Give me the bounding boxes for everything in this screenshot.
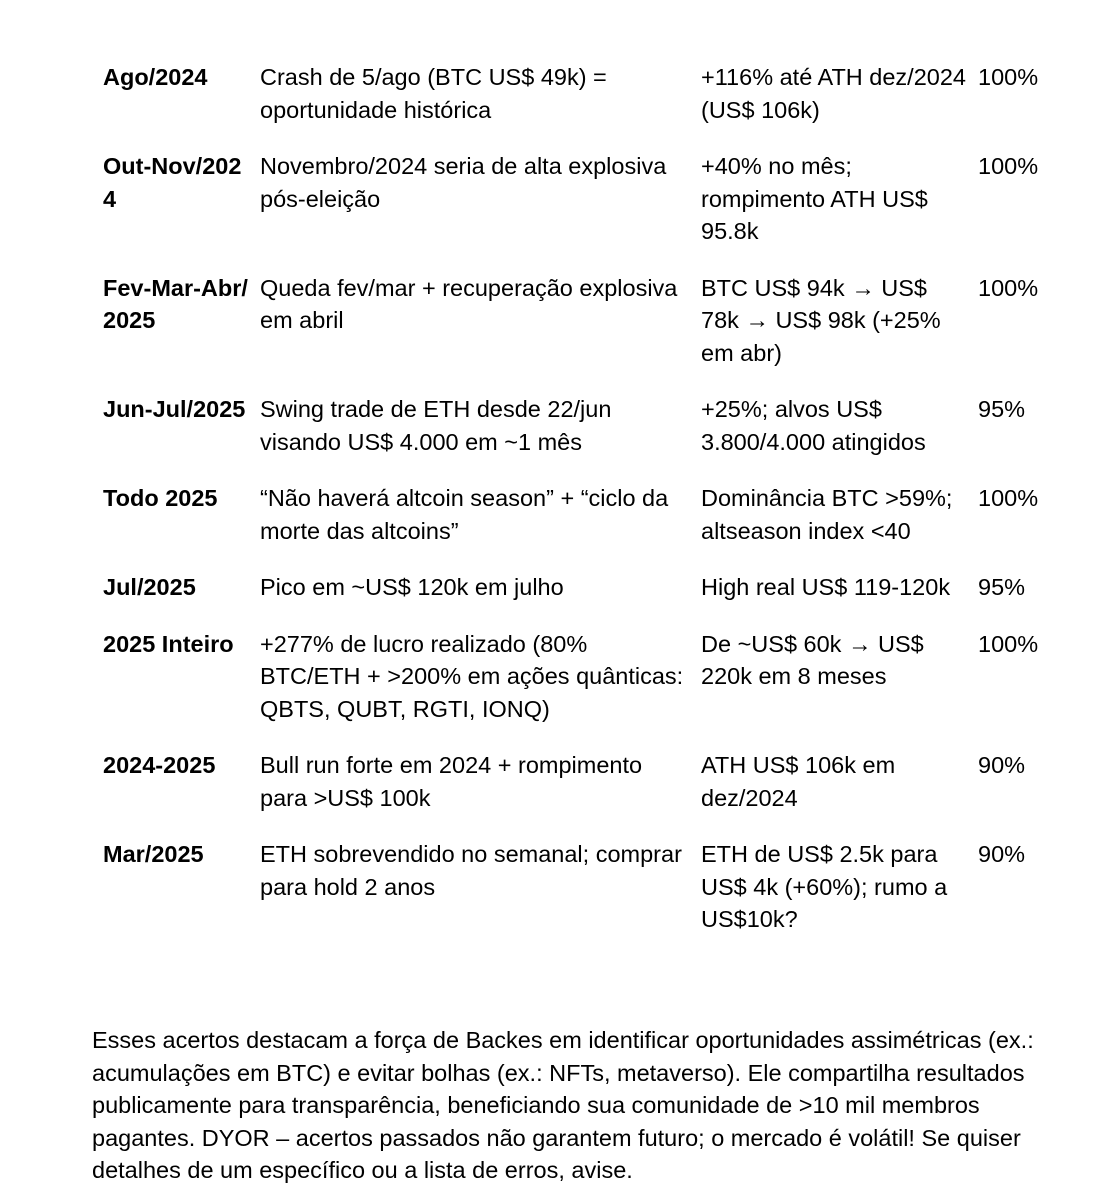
row-date: Jun-Jul/2025 xyxy=(103,396,246,422)
table-row xyxy=(92,559,1052,616)
row-date: 2024-2025 xyxy=(103,752,216,778)
row-result: ATH US$ 106k em dez/2024 xyxy=(701,752,896,811)
table-row xyxy=(92,49,1052,138)
row-accuracy: 100% xyxy=(978,485,1039,511)
predictions-table xyxy=(92,49,1052,948)
row-prediction: Queda fev/mar + recuperação explosiva em abril xyxy=(260,274,678,333)
row-accuracy: 90% xyxy=(978,752,1026,778)
table-row xyxy=(92,826,1052,948)
row-prediction: “Não haverá altcoin season” + “ciclo da morte das altcoins” xyxy=(260,485,669,544)
row-result: ETH de US$ 2.5k para US$ 4k (+60%); rumo a US$10k? xyxy=(701,841,948,932)
row-prediction: ETH sobrevendido no semanal; comprar para hold 2 anos xyxy=(260,841,682,900)
row-result: BTC US$ 94k → US$ 78k → US$ 98k (+25% em abr) xyxy=(701,274,941,366)
row-result: High real US$ 119-120k xyxy=(701,574,951,600)
row-date: 2025 Inteiro xyxy=(103,630,234,657)
row-accuracy: 90% xyxy=(978,841,1026,867)
row-result: +25%; alvos US$ 3.800/4.000 atingidos xyxy=(701,396,926,455)
row-date: Ago/2024 xyxy=(103,64,208,90)
row-date: Jul/2025 xyxy=(103,574,196,600)
table-row xyxy=(92,470,1052,559)
row-prediction: Pico em ~US$ 120k em julho xyxy=(260,574,564,600)
table-row xyxy=(92,381,1052,470)
table-row xyxy=(92,616,1052,738)
row-accuracy: 100% xyxy=(978,153,1039,179)
row-prediction: Swing trade de ETH desde 22/jun visando US$ 4.000 em ~1 mês xyxy=(260,396,612,455)
row-date: Fev-Mar-Abr/2025 xyxy=(103,274,248,333)
row-date: Out-Nov/2024 xyxy=(103,153,242,212)
row-result: +116% até ATH dez/2024 (US$ 106k) xyxy=(701,64,966,123)
row-prediction: Crash de 5/ago (BTC US$ 49k) = oportunidade histórica xyxy=(260,64,607,123)
table-row xyxy=(92,138,1052,260)
row-accuracy: 100% xyxy=(978,64,1039,90)
row-prediction: Bull run forte em 2024 + rompimento para >US$ 100k xyxy=(260,752,643,811)
row-accuracy: 100% xyxy=(978,274,1039,301)
row-prediction: Novembro/2024 seria de alta explosiva pós-eleição xyxy=(260,153,667,212)
table-row xyxy=(92,260,1052,382)
table-row xyxy=(92,737,1052,826)
row-accuracy: 100% xyxy=(978,630,1039,657)
row-result: Dominância BTC >59%; altseason index <40 xyxy=(701,485,953,544)
row-result: De ~US$ 60k → US$ 220k em 8 meses xyxy=(701,630,924,689)
summary-paragraph: Esses acertos destacam a força de Backes em identificar oportunidades assimétricas (ex.: acumulações em BTC) e evitar bolhas (ex.: NFTs, metaverso). Ele compartilha resultados publicamente para transparência, beneficiando sua comunidade de >10 mil membros pagantes. DYOR – acertos passados não garantem futuro; o mercado é volátil! Se quiser detalhes de um específico ou a lista de erros, avise. xyxy=(92,1027,1034,1183)
row-accuracy: 95% xyxy=(978,396,1026,422)
row-date: Mar/2025 xyxy=(103,841,204,867)
row-accuracy: 95% xyxy=(978,574,1026,600)
row-prediction: +277% de lucro realizado (80% BTC/ETH + >200% em ações quânticas: QBTS, QUBT, RGTI, IONQ) xyxy=(260,630,684,722)
row-date: Todo 2025 xyxy=(103,485,218,511)
row-result: +40% no mês; rompimento ATH US$ 95.8k xyxy=(701,153,928,244)
